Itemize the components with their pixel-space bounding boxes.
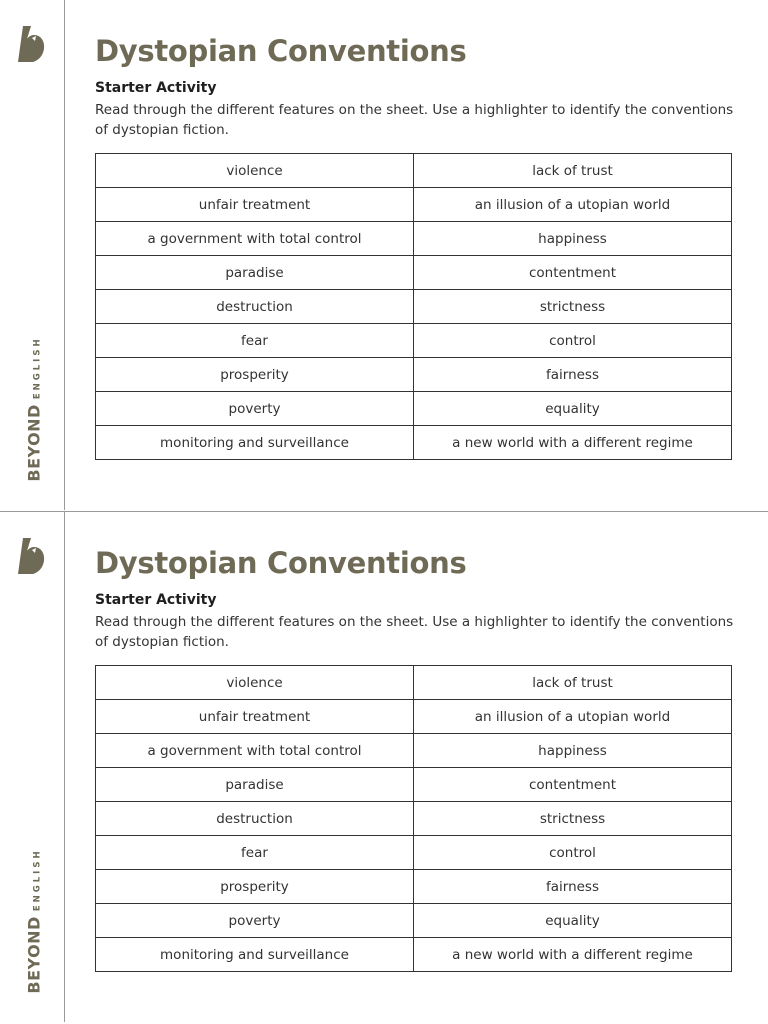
instructions-text: Read through the different features on the sheet. Use a highlighter to identify the conventions of dystopian fiction. xyxy=(95,614,734,650)
table-cell: violence xyxy=(96,666,414,700)
table-cell: poverty xyxy=(96,392,414,426)
brand-wordmark xyxy=(25,848,44,993)
margin-line xyxy=(64,0,65,510)
table-row xyxy=(96,666,732,700)
table-cell: contentment xyxy=(414,768,732,802)
page-title: Dystopian Conventions xyxy=(95,546,467,580)
brand-sub: ENGLISH xyxy=(32,336,43,400)
table-cell: strictness xyxy=(414,802,732,836)
table-row xyxy=(96,392,732,426)
table-row xyxy=(96,836,732,870)
table-cell: contentment xyxy=(414,256,732,290)
table-cell: monitoring and surveillance xyxy=(96,938,414,972)
table-row xyxy=(96,290,732,324)
table-row xyxy=(96,700,732,734)
brand-sub: ENGLISH xyxy=(32,848,43,912)
table-cell: fear xyxy=(96,324,414,358)
table-cell: monitoring and surveillance xyxy=(96,426,414,460)
conventions-table xyxy=(95,153,732,460)
table-cell: a new world with a different regime xyxy=(414,426,732,460)
brand-name: BEYOND xyxy=(24,404,44,482)
table-cell: a government with total control xyxy=(96,734,414,768)
table-row xyxy=(96,426,732,460)
table-row xyxy=(96,870,732,904)
table-row xyxy=(96,358,732,392)
table-cell: paradise xyxy=(96,768,414,802)
table-cell: violence xyxy=(96,154,414,188)
table-cell: unfair treatment xyxy=(96,188,414,222)
table-row xyxy=(96,222,732,256)
table-cell: control xyxy=(414,324,732,358)
table-cell: fear xyxy=(96,836,414,870)
table-row xyxy=(96,324,732,358)
table-cell: control xyxy=(414,836,732,870)
margin-line xyxy=(64,512,65,1022)
table-row xyxy=(96,734,732,768)
conventions-table-body xyxy=(96,666,732,972)
beyond-logo-icon xyxy=(16,536,50,576)
table-row xyxy=(96,188,732,222)
section-subtitle: Starter Activity xyxy=(95,592,217,608)
table-cell: an illusion of a utopian world xyxy=(414,188,732,222)
worksheet-bottom xyxy=(0,512,768,1022)
beyond-logo-icon xyxy=(16,24,50,64)
table-cell: equality xyxy=(414,904,732,938)
table-row xyxy=(96,802,732,836)
section-subtitle: Starter Activity xyxy=(95,80,217,96)
brand-wordmark xyxy=(25,336,44,481)
table-row xyxy=(96,938,732,972)
table-cell: fairness xyxy=(414,358,732,392)
table-cell: happiness xyxy=(414,222,732,256)
table-cell: prosperity xyxy=(96,358,414,392)
table-cell: destruction xyxy=(96,290,414,324)
instructions-text: Read through the different features on the sheet. Use a highlighter to identify the conventions of dystopian fiction. xyxy=(95,102,734,138)
table-cell: poverty xyxy=(96,904,414,938)
table-cell: unfair treatment xyxy=(96,700,414,734)
table-cell: paradise xyxy=(96,256,414,290)
table-cell: fairness xyxy=(414,870,732,904)
brand-name: BEYOND xyxy=(24,916,44,994)
table-cell: destruction xyxy=(96,802,414,836)
conventions-table-body xyxy=(96,154,732,460)
table-cell: strictness xyxy=(414,290,732,324)
table-cell: an illusion of a utopian world xyxy=(414,700,732,734)
page-title: Dystopian Conventions xyxy=(95,34,467,68)
table-row xyxy=(96,256,732,290)
table-cell: equality xyxy=(414,392,732,426)
table-cell: prosperity xyxy=(96,870,414,904)
table-cell: a government with total control xyxy=(96,222,414,256)
worksheet-top xyxy=(0,0,768,510)
table-row xyxy=(96,904,732,938)
table-cell: happiness xyxy=(414,734,732,768)
conventions-table xyxy=(95,665,732,972)
table-cell: a new world with a different regime xyxy=(414,938,732,972)
table-row xyxy=(96,768,732,802)
table-cell: lack of trust xyxy=(414,154,732,188)
table-row xyxy=(96,154,732,188)
table-cell: lack of trust xyxy=(414,666,732,700)
